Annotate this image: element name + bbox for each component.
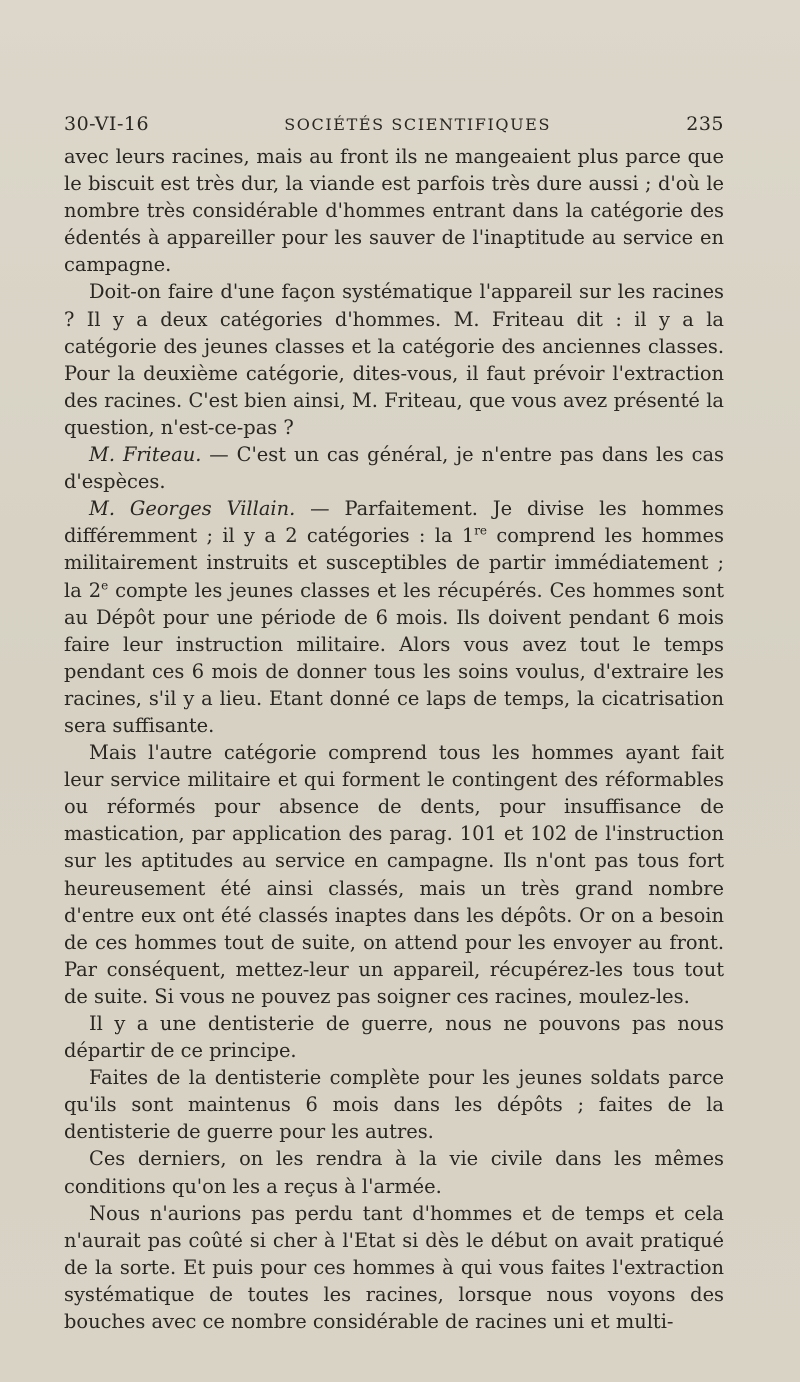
header-date: 30-VI-16: [64, 113, 150, 135]
header-title: SOCIÉTÉS SCIENTIFIQUES: [284, 115, 552, 134]
speaker-name: M. Georges Villain.: [89, 497, 296, 521]
paragraph-3: [64, 441, 724, 495]
page-number: 235: [686, 113, 724, 135]
speaker-text: comprend les hommes militairement instruits et susceptibles de partir immédiatement ; la 2: [64, 524, 724, 602]
body-text: [64, 143, 724, 1335]
paragraph-8: Ces derniers, on les rendra à la vie civile dans les mêmes conditions qu'on les a reçus à l'armée.: [64, 1147, 724, 1198]
paragraph-1: avec leurs racines, mais au front ils ne mangeaient plus parce que le biscuit est très dur, la viande est parfois très dure aussi ; d'où le nombre très considérable d'hommes entrant dans la catégorie des édentés à appareiller pour les sauver de l'inaptitude au service en campagne.: [64, 145, 724, 277]
superscript: e: [101, 578, 109, 593]
paragraph-6: Il y a une dentisterie de guerre, nous ne pouvons pas nous départir de ce principe.: [64, 1012, 724, 1063]
speaker-text: — C'est un cas général, je n'entre pas dans les cas d'espèces.: [64, 443, 724, 494]
paragraph-7: Faites de la dentisterie complète pour les jeunes soldats parce qu'ils sont maintenus 6 mois dans les dépôts ; faites de la dentisterie de guerre pour les autres.: [64, 1066, 724, 1144]
paragraph-9: Nous n'aurions pas perdu tant d'hommes et de temps et cela n'aurait pas coûté si cher à l'Etat si dès le début on avait pratiqué de la sorte. Et puis pour ces hommes à qui vous faites l'extraction systématique de toutes les racines, lorsque nous voyons des bouches avec ce nombre considérable de racines uni et multi-: [64, 1201, 724, 1334]
paragraph-5: Mais l'autre catégorie comprend tous les hommes ayant fait leur service militaire et qui forment le contingent des réformables ou réformés pour absence de dents, pour insuffisance de mastication, par application des parag. 101 et 102 de l'instruction sur les aptitudes au service en campagne. Ils n'ont pas tous fort heureusement été ainsi classés, mais un très grand nombre d'entre eux ont été classés inaptes dans les dépôts. Or on a besoin de ces hommes tout de suite, on attend pour les envoyer au front. Par conséquent, mettez-leur un appareil, récupérez-les tous tout de suite. Si vous ne pouvez pas soigner ces racines, moulez-les.: [64, 741, 724, 1008]
paragraph-4: [64, 495, 724, 739]
superscript: re: [474, 523, 488, 538]
paragraph-2: Doit-on faire d'une façon systématique l'appareil sur les racines ? Il y a deux catégories d'hommes. M. Friteau dit : il y a la catégorie des jeunes classes et la catégorie des anciennes classes. Pour la deuxième catégorie, dites-vous, il faut prévoir l'extraction des racines. C'est bien ainsi, M. Friteau, que vous avez présenté la question, n'est-ce-pas ?: [64, 280, 724, 439]
speaker-text: — Parfaitement. Je divise les hommes différemment ; il y a 2 catégories : la 1: [64, 497, 724, 548]
running-head: [64, 113, 724, 135]
speaker-name: M. Friteau.: [89, 443, 202, 467]
speaker-text: compte les jeunes classes et les récupérés. Ces hommes sont au Dépôt pour une période de 6 mois. Ils doivent pendant 6 mois faire leur instruction militaire. Alors vous avez tout le temps pendant ces 6 mois de donner tous les soins voulus, d'extraire les racines, s'il y a lieu. Etant donné ce laps de temps, la cicatrisation sera suffisante.: [64, 578, 725, 737]
